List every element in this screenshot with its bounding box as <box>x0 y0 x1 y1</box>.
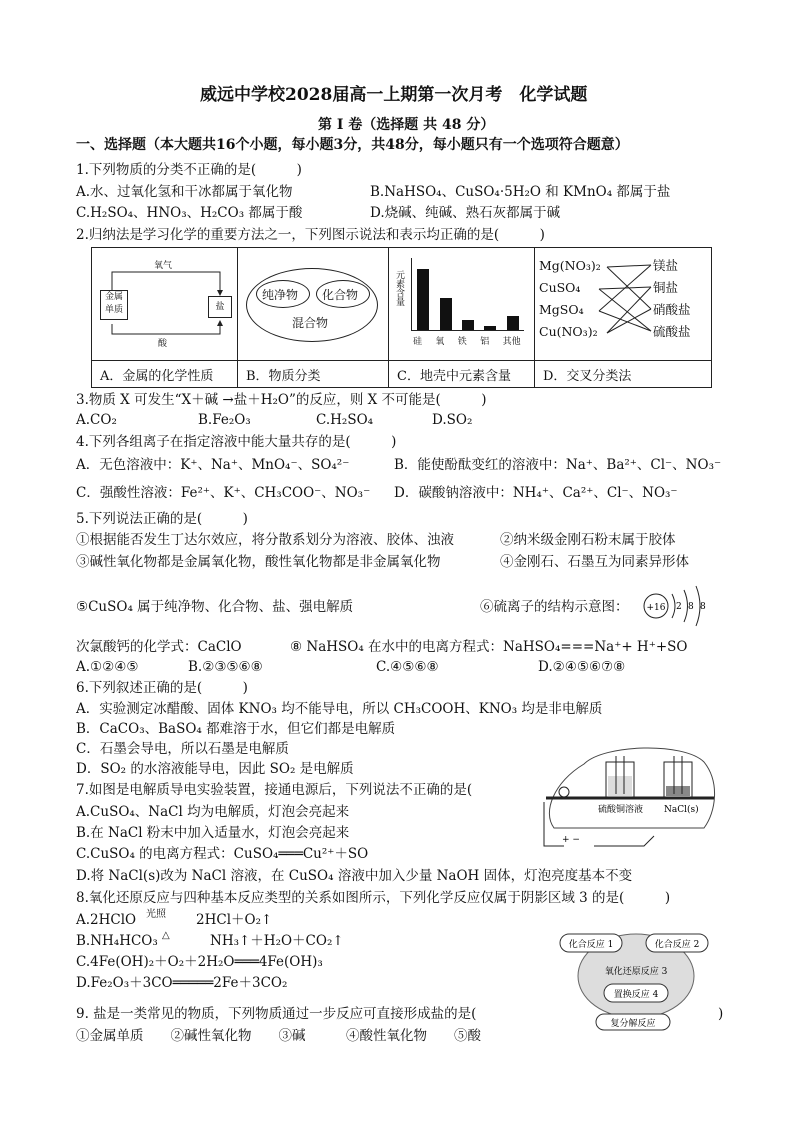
q8-option-a-condition: 光照 <box>146 909 166 920</box>
q5-stem: 5.下列说法正确的是( ) <box>76 511 248 527</box>
q9-stem-close: ) <box>718 1006 724 1022</box>
q1-stem: 1.下列物质的分类不正确的是( ) <box>76 162 302 178</box>
section-heading: 一、选择题（本大题共16个小题，每小题3分，共48分，每小题只有一个选项符合题意） <box>76 137 629 153</box>
diagram-region-2: 化合反应 2 <box>654 940 700 950</box>
fig-d-cell <box>535 248 712 361</box>
sulfide-ion-diagram <box>636 584 710 628</box>
reaction-types-diagram <box>554 928 714 1032</box>
q7-option-c: C.CuSO₄ 的电离方程式：CuSO₄═══Cu²⁺＋SO <box>76 846 369 862</box>
q8-option-b-condition: △ <box>162 930 170 941</box>
q5-option-a: A.①②④⑤ <box>76 659 139 675</box>
fig-c-xlabels <box>411 334 523 348</box>
fig-d-right-4: 硫酸盐 <box>653 324 691 339</box>
q9-stem: 9. 盐是一类常见的物质，下列物质通过一步反应可直接形成盐的是( <box>76 1006 477 1022</box>
fig-d-left-2: CuSO₄ <box>539 280 581 295</box>
q5-statement-1: ①根据能否发生丁达尔效应，将分散系划分为溶液、胶体、浊液 <box>76 532 454 548</box>
q5-statement-3: ③碱性氧化物都是金属氧化物，酸性氧化物都是非金属氧化物 <box>76 554 441 570</box>
fig-d-right-3: 硝酸盐 <box>653 302 691 317</box>
fig-a-cell <box>92 248 238 361</box>
fig-d-left-4: Cu(NO₃)₂ <box>539 324 598 339</box>
q1-option-b: B.NaHSO₄、CuSO₄·5H₂O 和 KMnO₄ 都属于盐 <box>370 184 671 200</box>
svg-text:+ −: + − <box>562 835 580 845</box>
q4-option-d: D．碳酸钠溶液中：NH₄⁺、Ca²⁺、Cl⁻、NO₃⁻ <box>394 485 678 501</box>
diagram-region-4: 置换反应 4 <box>613 990 659 1000</box>
q5-option-d: D.②④⑤⑥⑦⑧ <box>538 659 626 675</box>
q8-option-b-products: NH₃↑＋H₂O＋CO₂↑ <box>210 933 344 949</box>
q5-statement-7: 次氯酸钙的化学式：CaClO <box>76 639 242 655</box>
fig-a-top-label: 氧气 <box>154 261 173 271</box>
q6-option-c: C．石墨会导电，所以石墨是电解质 <box>76 741 289 757</box>
diagram-region-3: 氧化还原反应 3 <box>604 967 668 977</box>
q7-option-d: D.将 NaCl(s)改为 NaCl 溶液，在 CuSO₄ 溶液中加入少量 NaOH 固体，灯泡亮度基本不变 <box>76 868 633 884</box>
fig-b-compound-label: 化合物 <box>322 288 359 302</box>
q3-option-b: B.Fe₂O₃ <box>198 412 251 428</box>
fig-c-ylabel: 元素含量 <box>394 270 404 306</box>
q8-option-d: D.Fe₂O₃＋3CO═════2Fe＋3CO₂ <box>76 975 288 991</box>
fig-d-right-1: 镁盐 <box>653 258 679 273</box>
x-tick-label-3: 铝 <box>480 337 490 347</box>
part-heading: 第 Ⅰ 卷（选择题 共 48 分） <box>318 117 495 133</box>
q6-option-d: D．SO₂ 的水溶液能导电，因此 SO₂ 是电解质 <box>76 761 354 777</box>
x-tick-label-4: 其他 <box>502 337 521 347</box>
q7-option-a: A.CuSO₄、NaCl 均为电解质，灯泡会亮起来 <box>76 804 350 820</box>
fig-d-caption: D．交叉分类法 <box>535 361 712 388</box>
q3-option-a: A.CO₂ <box>76 412 117 428</box>
apparatus-label-nacl: NaCl(s) <box>664 805 699 815</box>
q3-option-c: C.H₂SO₄ <box>316 412 374 428</box>
page-title: 威远中学校2028届高一上期第一次月考 化学试题 <box>200 85 588 105</box>
bar-2 <box>462 320 474 330</box>
q4-option-c: C．强酸性溶液：Fe²⁺、K⁺、CH₃COO⁻、NO₃⁻ <box>76 485 371 501</box>
q5-option-b: B.②③⑤⑥⑧ <box>188 659 263 675</box>
fig-a-salt-box: 盐 <box>208 296 232 318</box>
bar-3 <box>484 326 496 330</box>
atom-shell-1: 2 <box>676 602 682 612</box>
x-tick-label-2: 铁 <box>457 337 467 347</box>
q5-statement-6: ⑥硫离子的结构示意图： <box>480 599 629 615</box>
diagram-region-5: 复分解反应 <box>610 1019 656 1029</box>
fig-d-connector-lines <box>535 248 711 360</box>
q8-option-a: A.2HClO <box>76 912 137 928</box>
fig-d-left-1: Mg(NO₃)₂ <box>539 258 601 273</box>
atom-nucleus: +16 <box>646 603 666 613</box>
q5-statement-2: ②纳米级金刚石粉末属于胶体 <box>500 532 676 548</box>
fig-c-plot-area <box>411 258 524 331</box>
q9-options: ①金属单质 ②碱性氧化物 ③碱 ④酸性氧化物 ⑤酸 <box>76 1028 481 1044</box>
fig-c-caption: C．地壳中元素含量 <box>389 361 535 388</box>
fig-a-caption: A．金属的化学性质 <box>92 361 238 388</box>
q8-option-b: B.NH₄HCO₃ <box>76 933 158 949</box>
fig-a-bottom-label: 酸 <box>158 339 168 349</box>
bar-0 <box>417 269 429 330</box>
q8-stem: 8.氧化还原反应与四种基本反应类型的关系如图所示，下列化学反应仅属于阴影区域 3 的是( ) <box>76 890 671 906</box>
q6-option-b: B．CaCO₃、BaSO₄ 都难溶于水，但它们都是电解质 <box>76 721 396 737</box>
q3-stem: 3.物质 X 可发生“X＋碱 →盐＋H₂O”的反应，则 X 不可能是( ) <box>76 392 487 408</box>
q7-stem: 7.如图是电解质导电实验装置，接通电源后，下列说法不正确的是( <box>76 782 473 798</box>
fig-b-cell <box>238 248 389 361</box>
diagram-region-1: 化合反应 1 <box>568 940 614 950</box>
bar-1 <box>440 298 452 330</box>
q1-option-c: C.H₂SO₄、HNO₃、H₂CO₃ 都属于酸 <box>76 205 303 221</box>
q6-stem: 6.下列叙述正确的是( ) <box>76 680 248 696</box>
bar-4 <box>507 316 519 330</box>
atom-shell-3: 8 <box>700 602 706 612</box>
fig-d-right-2: 铜盐 <box>653 280 679 295</box>
q6-option-a: A．实验测定冰醋酸、固体 KNO₃ 均不能导电，所以 CH₃COOH、KNO₃ 均是非电解质 <box>76 701 603 717</box>
x-tick-label-0: 硅 <box>413 337 423 347</box>
conductivity-apparatus-diagram <box>524 742 724 854</box>
fig-a-metal-box: 金属单质 <box>100 290 128 320</box>
fig-b-mixture-label: 混合物 <box>292 316 329 330</box>
q3-option-d: D.SO₂ <box>432 412 473 428</box>
fig-b-caption: B．物质分类 <box>238 361 389 388</box>
fig-b-pure-label: 纯净物 <box>262 288 299 302</box>
q8-option-a-products: 2HCl＋O₂↑ <box>196 912 273 928</box>
apparatus-label-cuso4: 硫酸铜溶液 <box>598 805 644 815</box>
q4-stem: 4.下列各组离子在指定溶液中能大量共存的是( ) <box>76 434 397 450</box>
q7-option-b: B.在 NaCl 粉末中加入适量水，灯泡会亮起来 <box>76 825 350 841</box>
q4-option-a: A．无色溶液中：K⁺、Na⁺、MnO₄⁻、SO₄²⁻ <box>76 457 350 473</box>
x-tick-label-1: 氧 <box>435 337 445 347</box>
fig-c-cell <box>389 248 535 361</box>
fig-d-left-3: MgSO₄ <box>539 302 584 317</box>
q8-option-c: C.4Fe(OH)₂＋O₂＋2H₂O═══4Fe(OH)₃ <box>76 954 323 970</box>
q5-statement-4: ④金刚石、石墨互为同素异形体 <box>500 554 689 570</box>
q2-figure-table <box>91 247 712 388</box>
q5-statement-8: ⑧ NaHSO₄ 在水中的电离方程式：NaHSO₄===Na⁺+ H⁺+SO <box>290 639 688 655</box>
q1-option-a: A.水、过氧化氢和干冰都属于氧化物 <box>76 184 293 200</box>
q5-option-c: C.④⑤⑥⑧ <box>376 659 439 675</box>
q1-option-d: D.烧碱、纯碱、熟石灰都属于碱 <box>370 205 561 221</box>
q2-stem: 2.归纳法是学习化学的重要方法之一，下列图示说法和表示均正确的是( ) <box>76 227 545 243</box>
atom-shell-2: 8 <box>688 602 694 612</box>
q4-option-b: B．能使酚酞变红的溶液中：Na⁺、Ba²⁺、Cl⁻、NO₃⁻ <box>394 457 722 473</box>
q5-statement-5: ⑤CuSO₄ 属于纯净物、化合物、盐、强电解质 <box>76 599 354 615</box>
